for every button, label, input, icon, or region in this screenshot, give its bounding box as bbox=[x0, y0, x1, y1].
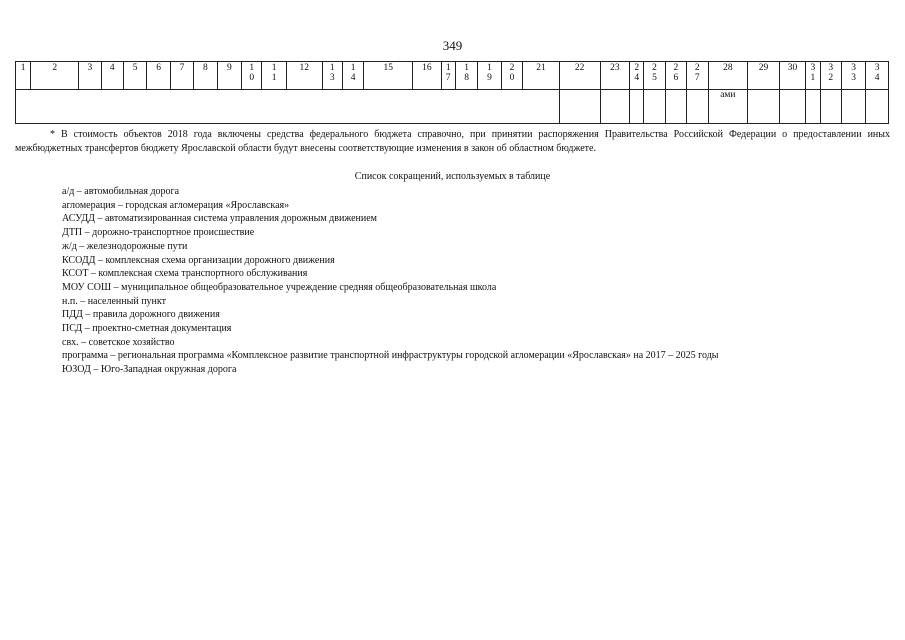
column-number: 2 bbox=[509, 63, 515, 73]
column-number: 7 bbox=[445, 73, 451, 83]
column-number-cell bbox=[523, 62, 560, 90]
column-number-cell bbox=[413, 62, 442, 90]
column-number: 1 bbox=[20, 63, 26, 73]
column-number-table bbox=[15, 61, 889, 124]
column-number: 28 bbox=[723, 63, 733, 73]
column-number: 15 bbox=[383, 63, 393, 73]
column-number: 23 bbox=[610, 63, 620, 73]
column-number: 3 bbox=[810, 63, 816, 73]
column-number: 1 bbox=[271, 73, 277, 83]
column-number-cell bbox=[16, 62, 31, 90]
column-number-cell bbox=[501, 62, 522, 90]
table-cell bbox=[559, 90, 600, 124]
column-number-cell bbox=[364, 62, 413, 90]
column-number: 7 bbox=[694, 73, 700, 83]
column-number: 5 bbox=[652, 73, 657, 83]
table-cell bbox=[748, 90, 780, 124]
table-cell-col-28: ами bbox=[708, 90, 748, 124]
abbreviation-item: а/д – автомобильная дорога bbox=[62, 186, 180, 197]
column-number: 1 bbox=[249, 63, 255, 73]
abbreviation-item: КСОДД – комплексная схема организации дорожного движения bbox=[62, 254, 335, 266]
column-number: 3 bbox=[874, 63, 880, 73]
table-cell bbox=[866, 90, 889, 124]
abbreviation-item: ж/д – железнодорожные пути bbox=[62, 240, 188, 252]
column-number: 2 bbox=[673, 63, 679, 73]
abbreviations-title: Список сокращений, используемых в таблице bbox=[354, 171, 551, 182]
column-number-cell bbox=[779, 62, 805, 90]
column-number: 16 bbox=[422, 63, 432, 73]
column-number-cell bbox=[841, 62, 865, 90]
abbreviation-item: ЮЗОД – Юго-Западная окружная дорога bbox=[62, 364, 237, 376]
column-number: 6 bbox=[673, 73, 679, 83]
column-number: 2 bbox=[52, 63, 58, 73]
column-number-cell bbox=[644, 62, 665, 90]
table-cell bbox=[644, 90, 665, 124]
column-number: 3 bbox=[851, 73, 857, 83]
abbreviation-item: ПСД – проектно-сметная документация bbox=[62, 323, 232, 335]
column-number: 5 bbox=[132, 63, 138, 73]
column-number: 4 bbox=[109, 63, 115, 73]
column-number-cell bbox=[217, 62, 241, 90]
column-number: 2 bbox=[634, 63, 640, 73]
column-number-cell bbox=[286, 62, 322, 90]
column-number: 1 bbox=[350, 63, 356, 73]
column-number: 8 bbox=[203, 63, 208, 73]
column-number: 1 bbox=[487, 63, 492, 73]
column-number-cell bbox=[342, 62, 363, 90]
column-number-cell bbox=[806, 62, 820, 90]
table-cell bbox=[779, 90, 805, 124]
abbreviations-list bbox=[62, 185, 719, 377]
column-number: 4 bbox=[350, 73, 356, 83]
column-number: 6 bbox=[156, 63, 161, 73]
column-number-cell bbox=[31, 62, 79, 90]
column-number-cell bbox=[455, 62, 477, 90]
page-number: 349 bbox=[442, 38, 463, 53]
table-row bbox=[16, 90, 889, 124]
column-number-cell bbox=[820, 62, 841, 90]
column-number-cell bbox=[866, 62, 889, 90]
abbreviation-item: свх. – советское хозяйство bbox=[62, 336, 175, 348]
column-number-cell bbox=[687, 62, 708, 90]
column-number: 1 bbox=[445, 63, 451, 73]
column-number: 30 bbox=[787, 63, 798, 73]
column-number: 8 bbox=[464, 73, 469, 83]
abbreviation-item: МОУ СОШ – муниципальное общеобразовательное учреждение средняя общеобразовательная школа bbox=[62, 281, 497, 293]
column-number-cell bbox=[748, 62, 780, 90]
table-cell bbox=[665, 90, 686, 124]
column-number: 0 bbox=[509, 73, 515, 83]
table-cell bbox=[820, 90, 841, 124]
table-cell-merged bbox=[16, 90, 560, 124]
column-number: 0 bbox=[249, 73, 255, 83]
column-number: 3 bbox=[87, 63, 93, 73]
column-number: 4 bbox=[634, 73, 640, 83]
column-number-cell bbox=[600, 62, 630, 90]
column-number: 2 bbox=[694, 63, 700, 73]
column-number: 1 bbox=[464, 63, 469, 73]
abbreviation-item: АСУДД – автоматизированная система управления дорожным движением bbox=[62, 213, 378, 225]
column-number-cell bbox=[123, 62, 146, 90]
column-number: 1 bbox=[329, 63, 335, 73]
column-number-cell bbox=[170, 62, 193, 90]
column-number: 3 bbox=[851, 63, 857, 73]
table-cell bbox=[687, 90, 708, 124]
abbreviation-item: программа – региональная программа «Комплексное развитие транспортной инфраструктуры городской агломерации «Ярославская» на 2017 – 2025 годы bbox=[62, 350, 719, 362]
column-number-cell bbox=[101, 62, 123, 90]
column-number: 9 bbox=[226, 63, 232, 73]
column-number: 21 bbox=[536, 63, 546, 73]
column-number-cell bbox=[147, 62, 170, 90]
footnote: * В стоимость объектов 2018 года включены средства федерального бюджета справочно, при принятии распоряжения Правительства Российской Федерации о предоставлении иных межбюджетных трансфертов бюджету Ярославской области будут внесены соответствующие изменения в закон об областном бюджете. bbox=[15, 129, 890, 154]
column-number-row bbox=[16, 62, 889, 90]
table-cell bbox=[630, 90, 644, 124]
abbreviation-item: агломерация – городская агломерация «Ярославская» bbox=[62, 199, 290, 211]
table-cell bbox=[600, 90, 630, 124]
column-number-cell bbox=[630, 62, 644, 90]
abbreviation-item: ДТП – дорожно-транспортное происшествие bbox=[62, 227, 255, 239]
column-number-cell bbox=[79, 62, 101, 90]
abbreviation-item: н.п. – населенный пункт bbox=[62, 295, 166, 307]
column-number-cell bbox=[559, 62, 600, 90]
column-number: 3 bbox=[329, 73, 335, 83]
column-number-cell bbox=[665, 62, 686, 90]
column-number: 22 bbox=[574, 63, 585, 73]
column-number: 1 bbox=[810, 73, 816, 83]
column-number-cell bbox=[441, 62, 455, 90]
column-number: 4 bbox=[874, 73, 880, 83]
abbreviation-item: ПДД – правила дорожного движения bbox=[62, 309, 220, 321]
column-number: 1 bbox=[271, 63, 277, 73]
column-number: 12 bbox=[299, 63, 309, 73]
column-number: 7 bbox=[179, 63, 185, 73]
column-number: 3 bbox=[828, 63, 834, 73]
column-number-cell bbox=[322, 62, 342, 90]
column-number-cell bbox=[242, 62, 262, 90]
column-number-cell bbox=[262, 62, 286, 90]
column-number: 9 bbox=[487, 73, 492, 83]
column-number-cell bbox=[194, 62, 217, 90]
abbreviation-item: КСОТ – комплексная схема транспортного обслуживания bbox=[62, 268, 308, 280]
column-number-cell bbox=[478, 62, 501, 90]
column-number-cell bbox=[708, 62, 748, 90]
table-cell bbox=[841, 90, 865, 124]
table-cell bbox=[806, 90, 820, 124]
column-number: 29 bbox=[758, 63, 769, 73]
column-number: 2 bbox=[652, 63, 657, 73]
column-number: 2 bbox=[828, 73, 834, 83]
